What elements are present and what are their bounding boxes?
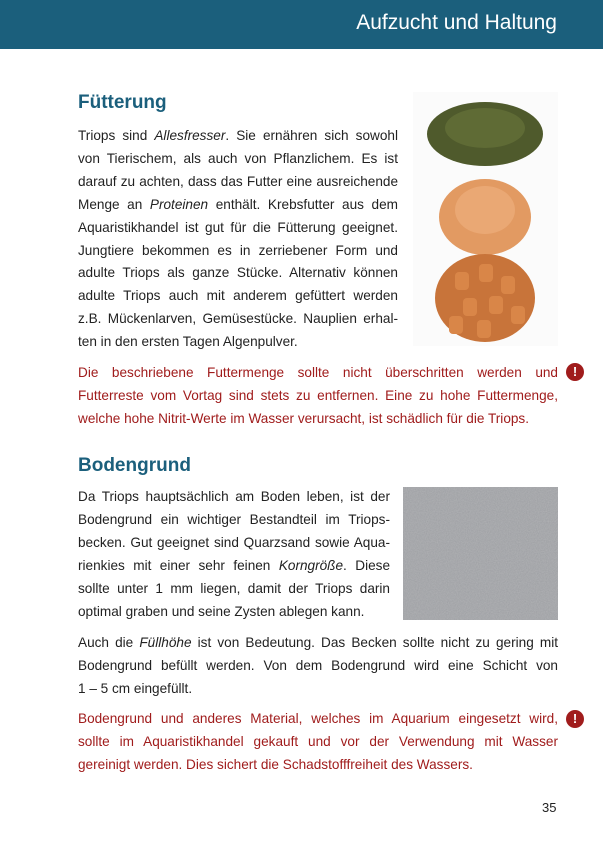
text-segment: gereinigt werden. Dies sichert die Schadstofffreiheit des Wassers. (78, 756, 473, 772)
section-heading-fuetterung: Fütterung (78, 92, 167, 113)
text-segment: Futterreste vom Vortag sind stets zu entfernen. Eine zu hohe Futtermenge, (78, 387, 558, 403)
text-segment: Jungtiere bekommen es in zerriebener Form und (78, 242, 398, 258)
paragraph (78, 486, 390, 623)
text-line (78, 194, 398, 217)
text-line (78, 632, 558, 655)
text-line (78, 285, 398, 308)
warning-text (78, 708, 558, 777)
text-segment: ten in den ersten Tagen Algenpulver. (78, 334, 298, 350)
text-line (78, 362, 558, 385)
fish-food-image (413, 92, 558, 346)
text-segment: Triops sind (78, 128, 155, 143)
text-segment: Bodengrund befüllt werden. Von dem Bodengrund wird eine Schicht von (78, 657, 558, 673)
emphasized-term: Füllhöhe (139, 635, 192, 650)
text-segment: enthält. Krebsfutter aus dem (208, 196, 398, 212)
warning-icon: ! (566, 710, 584, 728)
text-segment: Aquaristikhandel ist gut für die Fütterung geeignet. (78, 219, 398, 235)
text-segment: z.B. Mückenlarven, Gemüsestücke. Nauplien erhal- (78, 311, 398, 327)
text-segment: adulte Triops auch mit anderem gefüttert werden (78, 288, 398, 304)
text-segment: Die beschriebene Futtermenge sollte nicht überschritten werden und (78, 365, 558, 380)
text-segment: becken. Gut geeignet sind Quarzsand sowie Aqua- (78, 534, 390, 550)
text-line (78, 555, 390, 578)
paragraph (78, 125, 398, 354)
text-line (78, 601, 390, 624)
text-segment: adulte Triops als ganze Stücke. Alternativ können (78, 265, 398, 281)
text-segment: Bodengrund ein wichtiger Bestandteil im Triops- (78, 511, 390, 527)
text-line (78, 262, 398, 285)
text-line (78, 532, 390, 555)
text-segment: sollte unter 1 mm liegen, damit der Triops darin (78, 580, 390, 596)
text-line (78, 148, 398, 171)
text-segment: Bodengrund und anderes Material, welches im Aquarium eingesetzt wird, (78, 711, 558, 726)
emphasized-term: Korngröße (278, 557, 344, 573)
text-line (78, 385, 558, 408)
text-line (78, 408, 558, 431)
text-segment: Da Triops hauptsächlich am Boden leben, ist der (78, 489, 390, 504)
warning-text (78, 362, 558, 431)
text-line (78, 731, 558, 754)
chapter-header (0, 0, 603, 49)
text-segment: darauf zu achten, dass das Futter eine ausreichende (78, 173, 398, 189)
text-segment: . Sie ernähren sich sowohl (225, 128, 398, 143)
text-segment: Auch die (78, 635, 140, 650)
section-heading-bodengrund: Bodengrund (78, 455, 191, 476)
text-line (78, 331, 398, 354)
text-segment: optimal graben und seine Zysten ablegen kann. (78, 603, 365, 619)
text-line (78, 509, 390, 532)
text-line (78, 308, 398, 331)
text-segment: ist von Bedeutung. Das Becken sollte nicht zu gering mit (191, 635, 558, 650)
page-number: 35 (542, 800, 557, 815)
text-line (78, 678, 558, 701)
text-line (78, 655, 558, 678)
warning-icon: ! (566, 363, 584, 381)
text-line (78, 754, 558, 777)
text-line (78, 708, 558, 731)
text-line (78, 240, 398, 263)
text-segment: . Diese (343, 557, 391, 573)
text-segment: welche hohe Nitrit-Werte im Wasser verursacht, ist schädlich für die Triops. (78, 410, 530, 426)
emphasized-term: Allesfresser (154, 128, 226, 143)
text-segment: von Tierischem, als auch von Pflanzlichem. Es ist (78, 150, 398, 166)
text-line (78, 578, 390, 601)
paragraph (78, 632, 558, 701)
text-segment: rienkies mit einer sehr feinen (78, 557, 279, 573)
text-line (78, 217, 398, 240)
text-segment: sollte im Aquaristikhandel gekauft und vor der Verwendung mit Wasser (78, 733, 558, 749)
sand-substrate-image (403, 487, 558, 620)
emphasized-term: Proteinen (149, 196, 209, 212)
text-segment: 1 – 5 cm eingefüllt. (78, 680, 193, 696)
chapter-title: Aufzucht und Haltung (356, 11, 557, 34)
text-segment: Menge an (78, 196, 150, 212)
text-line (78, 486, 390, 509)
text-line (78, 171, 398, 194)
text-line (78, 125, 398, 148)
